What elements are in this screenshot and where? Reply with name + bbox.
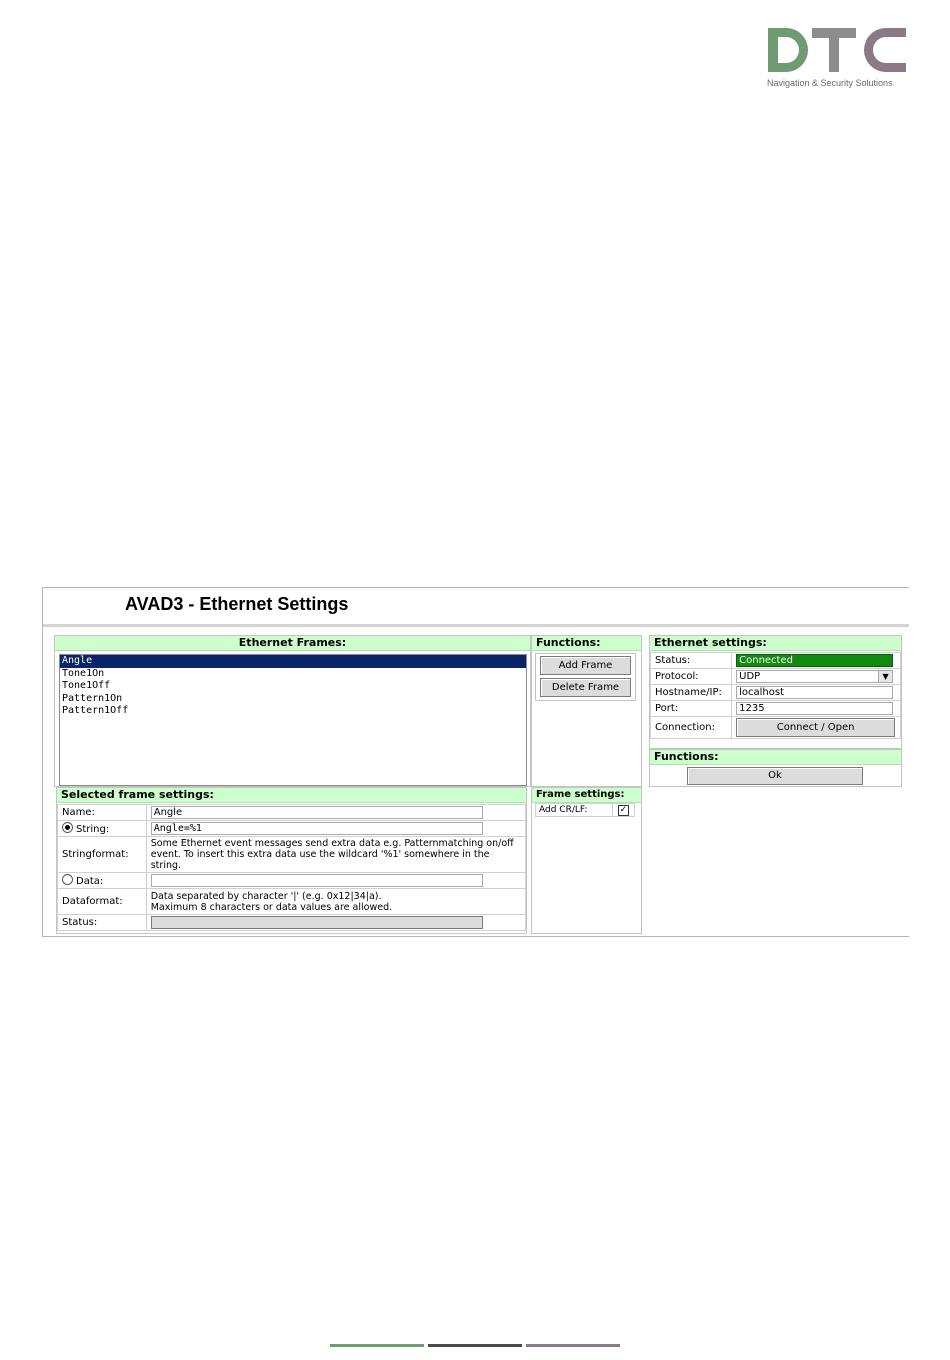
ethernet-frames-panel <box>54 635 531 787</box>
frame-functions-panel <box>531 635 642 787</box>
chevron-down-icon[interactable]: ▼ <box>878 671 892 682</box>
string-radio[interactable] <box>62 822 73 833</box>
hostname-input[interactable]: localhost <box>736 686 893 699</box>
footer-bar-mauve <box>526 1344 620 1347</box>
list-item[interactable]: Tone1On <box>62 667 105 679</box>
data-input[interactable] <box>151 874 483 887</box>
selected-frame-header: Selected frame settings: <box>57 788 526 803</box>
conn-status-badge: Connected <box>736 654 893 667</box>
dataformat-line-1: Data separated by character '|' (e.g. 0x12|34|a). <box>150 890 382 902</box>
ethernet-settings-header: Ethernet settings: <box>650 636 901 651</box>
port-label: Port: <box>651 701 732 717</box>
frame-status-bar <box>151 916 483 929</box>
frame-settings-header: Frame settings: <box>532 788 641 803</box>
functions-header: Functions: <box>532 636 641 651</box>
list-item[interactable]: Pattern1Off <box>62 705 129 716</box>
frame-settings-form <box>535 803 635 817</box>
dialog-functions-panel <box>649 749 902 787</box>
protocol-select[interactable] <box>736 670 893 683</box>
connect-open-button[interactable]: Connect / Open <box>736 718 895 737</box>
title-divider <box>43 624 909 627</box>
functions-header: Functions: <box>650 750 901 765</box>
string-input[interactable]: Angle=%1 <box>151 822 483 835</box>
port-input[interactable]: 1235 <box>736 702 893 715</box>
string-option[interactable] <box>58 821 147 837</box>
footer-bar-green <box>330 1344 424 1347</box>
brand-tagline: Navigation & Security Solutions <box>767 78 893 88</box>
ethernet-frames-header: Ethernet Frames: <box>55 636 530 651</box>
settings-window <box>42 587 909 937</box>
string-label: String: <box>76 824 110 835</box>
ethernet-settings-form <box>650 652 901 739</box>
add-frame-button[interactable]: Add Frame <box>540 656 631 675</box>
stringformat-label: Stringformat: <box>58 837 147 873</box>
dataformat-label: Dataformat: <box>58 889 147 915</box>
dataformat-line-2: Maximum 8 characters or data values are allowed. <box>150 901 393 913</box>
ethernet-settings-panel <box>649 635 902 749</box>
data-label: Data: <box>76 876 104 887</box>
name-input[interactable]: Angle <box>151 806 483 819</box>
frame-settings-panel <box>531 787 642 934</box>
status-label: Status: <box>58 915 147 931</box>
ok-button[interactable]: Ok <box>687 767 863 785</box>
crlf-checkbox[interactable]: ✓ <box>619 805 628 815</box>
column-divider <box>641 787 642 933</box>
connection-label: Connection: <box>651 717 732 739</box>
conn-status-label: Status: <box>651 653 732 669</box>
hostname-label: Hostname/IP: <box>651 685 732 701</box>
list-item[interactable]: Angle <box>60 655 526 668</box>
list-item[interactable]: Tone1Off <box>62 680 111 691</box>
window-title: AVAD3 - Ethernet Settings <box>125 594 349 614</box>
crlf-label: Add CR/LF: <box>536 804 613 817</box>
protocol-label: Protocol: <box>651 669 732 685</box>
stringformat-text: Some Ethernet event messages send extra data e.g. Patternmatching on/off event. To insert this extra data use the wildcard '%1' somewhere in the string. <box>146 837 525 873</box>
frames-listbox[interactable] <box>59 654 527 786</box>
data-radio[interactable] <box>62 874 73 885</box>
name-label: Name: <box>58 805 147 821</box>
selected-frame-panel <box>56 787 527 934</box>
data-option[interactable] <box>58 873 147 889</box>
delete-frame-button[interactable]: Delete Frame <box>540 678 631 697</box>
protocol-value: UDP <box>739 671 761 682</box>
footer-bar-dark <box>428 1344 522 1347</box>
selected-frame-form <box>57 804 526 931</box>
list-item[interactable]: Pattern1On <box>62 692 123 704</box>
